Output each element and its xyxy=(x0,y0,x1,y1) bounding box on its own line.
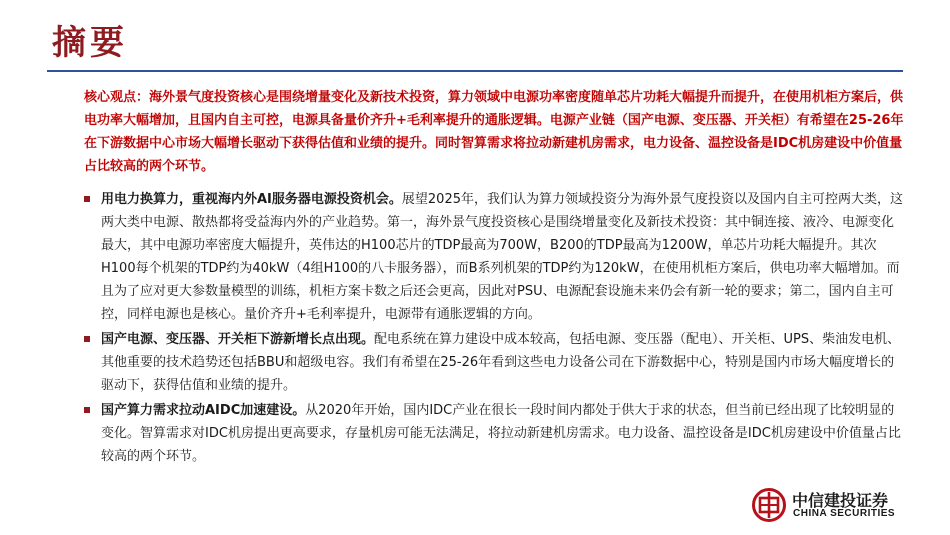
bullet-lead: 用电力换算力，重视海内外AI服务器电源投资机会。 xyxy=(101,192,402,207)
bullet-item xyxy=(84,328,904,397)
bullet-square-icon xyxy=(84,196,90,202)
china-securities-logo-icon xyxy=(752,488,786,522)
bullet-item xyxy=(84,399,904,468)
bullet-lead: 国产电源、变压器、开关柜下游新增长点出现。 xyxy=(101,332,375,347)
page-title: 摘要 xyxy=(52,23,128,63)
title-divider xyxy=(47,70,903,72)
bullet-body: 从2020年开始，国内IDC产业在很长一段时间内都处于供大于求的状态，但当前已经出现了比较明显的变化。智算需求对IDC机房提出更高要求，存量机房可能无法满足，将拉动新建机房需求。电力设备、温控设备是IDC机房建设中价值量占比较高的两个环节。 xyxy=(101,403,901,464)
bullet-square-icon xyxy=(84,336,90,342)
logo-name-cn: 中信建投证券 xyxy=(792,491,889,510)
bullet-body: 展望2025年，我们认为算力领域投资分为海外景气度投资以及国内自主可控两大类，这两大类中电源、散热都将受益海内外的产业趋势。第一，海外景气度投资核心是围绕增量变化及新技术投资：其中铜连接、液冷、电源变化最大，其中电源功率密度大幅提升，英伟达的H100芯片的TDP最高为700W，B200的TDP最高为1200W，单芯片功耗大幅提升。其次H100每个机架的TDP约为40kW（4组H100的八卡服务器），而B系列机架的TDP约为120kW，在使用机柜方案后，供电功率大幅增加。而且为了应对更大参数量模型的训练，机柜方案卡数之后还会更高，因此对PSU、电源配套设施未来仍会有新一轮的要求；第二，国内自主可控，同样电源也是核心。量价齐升+毛利率提升，电源带有通胀逻辑的方向。 xyxy=(101,192,903,322)
company-logo xyxy=(752,486,912,526)
bullet-list xyxy=(84,188,904,470)
bullet-item xyxy=(84,188,904,326)
core-view-paragraph: 核心观点：海外景气度投资核心是围绕增量变化及新技术投资，算力领域中电源功率密度随单芯片功耗大幅提升而提升，在使用机柜方案后，供电功率大幅增加，且国内自主可控，电源具备量价齐升+毛利率提升的通胀逻辑。电源产业链（国产电源、变压器、开关柜）有希望在25-26年在下游数据中心市场大幅增长驱动下获得估值和业绩的提升。同时智算需求将拉动新建机房需求，电力设备、温控设备是IDC机房建设中价值量占比较高的两个环节。 xyxy=(84,90,904,174)
bullet-lead: 国产算力需求拉动AIDC加速建设。 xyxy=(101,403,306,418)
logo-name-en: CHINA SECURITIES xyxy=(793,508,896,519)
bullet-body: 配电系统在算力建设中成本较高，包括电源、变压器（配电）、开关柜、UPS、柴油发电机、其他重要的技术趋势还包括BBU和超级电容。我们有希望在25-26年看到这些电力设备公司在下游数据中心，特别是国内市场大幅度增长的驱动下，获得估值和业绩的提升。 xyxy=(101,332,901,393)
bullet-square-icon xyxy=(84,407,90,413)
